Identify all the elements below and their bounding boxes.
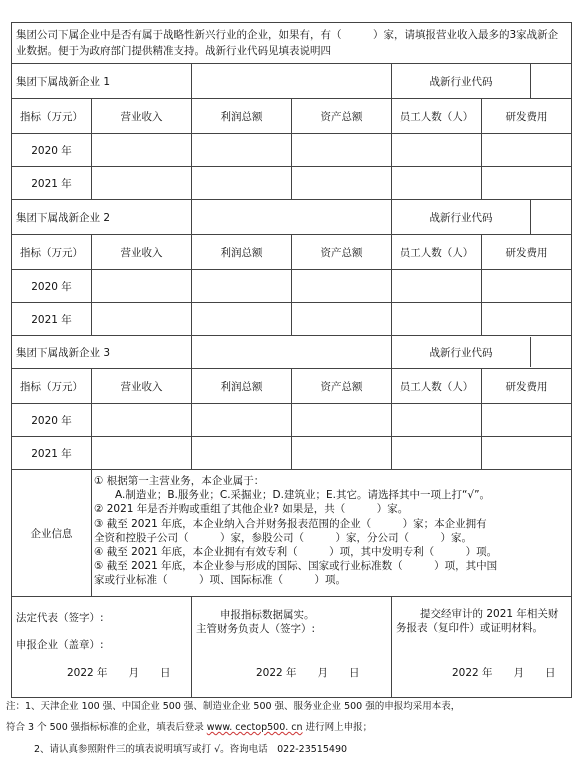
company-1-label: 集团下属战新企业 1 xyxy=(12,64,192,99)
header-profit: 利润总额 xyxy=(192,99,292,134)
enterprise-info-questions[interactable] xyxy=(92,470,572,597)
header-revenue: 营业收入 xyxy=(92,235,192,270)
input-cell[interactable] xyxy=(192,167,292,200)
header-employees: 员工人数（人） xyxy=(392,369,482,404)
note-2-text: 符合 3 个 500 强指标标准的企业，填表后登录 xyxy=(6,722,207,733)
header-profit: 利润总额 xyxy=(192,235,292,270)
input-cell[interactable] xyxy=(92,134,192,167)
year-2020-label: 2020 年 xyxy=(12,134,92,167)
year-2020-label: 2020 年 xyxy=(12,404,92,437)
info-line: ③ 截至 2021 年底，本企业纳入合并财务报表范围的企业（ ）家；本企业拥有 xyxy=(94,517,487,530)
input-cell[interactable] xyxy=(392,134,482,167)
note-2-tail: 进行网上申报； xyxy=(302,722,373,733)
input-cell[interactable] xyxy=(482,404,572,437)
info-line: ① 根据第一主营业务，本企业属于： xyxy=(94,475,265,487)
info-line: ④ 截至 2021 年底，本企业拥有有效专利（ ）项，其中发明专利（ ）项。 xyxy=(94,546,498,559)
header-rnd: 研发费用 xyxy=(482,369,572,404)
date-2: 2022 年 月 日 xyxy=(256,667,360,679)
company-2-name-field[interactable] xyxy=(192,200,392,235)
header-rnd: 研发费用 xyxy=(482,235,572,270)
info-line: 全资和控股子公司（ ）家，参股公司（ ）家，分公司（ ）家。 xyxy=(94,531,472,544)
company-1-code-label: 战新行业代码 xyxy=(392,64,531,98)
input-cell[interactable] xyxy=(292,167,392,200)
input-cell[interactable] xyxy=(392,437,482,470)
company-seal-label: 申报企业（盖章）: xyxy=(16,639,104,651)
input-cell[interactable] xyxy=(482,134,572,167)
input-cell[interactable] xyxy=(482,167,572,200)
input-cell[interactable] xyxy=(482,303,572,336)
input-cell[interactable] xyxy=(392,167,482,200)
company-3-label: 集团下属战新企业 3 xyxy=(12,336,192,369)
company-2-label: 集团下属战新企业 2 xyxy=(12,200,192,235)
finance-signature-box[interactable] xyxy=(192,597,392,698)
note-1: 注：1、天津企业 100 强、中国企业 500 强、制造业企业 500 强、服务业企业 500 强的申报均采用本表， xyxy=(6,701,461,712)
input-cell[interactable] xyxy=(292,134,392,167)
company-2-code-field[interactable] xyxy=(531,200,571,234)
input-cell[interactable] xyxy=(192,437,292,470)
year-2021-label: 2021 年 xyxy=(12,167,92,200)
header-indicator: 指标（万元） xyxy=(12,369,92,404)
input-cell[interactable] xyxy=(192,134,292,167)
header-indicator: 指标（万元） xyxy=(12,99,92,134)
header-indicator: 指标（万元） xyxy=(12,235,92,270)
company-2-code-label: 战新行业代码 xyxy=(392,200,531,234)
company-3-code-field[interactable] xyxy=(531,337,571,367)
input-cell[interactable] xyxy=(92,270,192,303)
input-cell[interactable] xyxy=(192,404,292,437)
info-line: A.制造业；B.服务业；C.采掘业；D.建筑业；E.其它。请选择其中一项上打“√”。 xyxy=(94,489,491,502)
audit-text: 提交经审计的 2021 年相关财务报表（复印件）或证明材料。 xyxy=(396,608,559,634)
input-cell[interactable] xyxy=(192,270,292,303)
info-line: ⑤ 截至 2021 年底，本企业参与形成的国际、国家或行业标准数（ ）项，其中国 xyxy=(94,560,498,573)
input-cell[interactable] xyxy=(392,303,482,336)
audit-materials-box[interactable] xyxy=(392,597,572,698)
intro-text: 集团公司下属企业中是否有属于战略性新兴行业的企业，如果有，有（ ）家，请填报营业收入最多的3家战新企业数据。便于为政府部门提供精准支持。战新行业代码见填表说明四 xyxy=(12,23,572,64)
note-3: 2、请认真参照附件三的填表说明填写或打 √。咨询电话 022-23515490 xyxy=(34,744,348,755)
header-employees: 员工人数（人） xyxy=(392,235,482,270)
legal-rep-label: 法定代表（签字）: xyxy=(16,612,104,624)
input-cell[interactable] xyxy=(392,270,482,303)
date-3: 2022 年 月 日 xyxy=(452,667,556,679)
input-cell[interactable] xyxy=(292,303,392,336)
input-cell[interactable] xyxy=(92,437,192,470)
header-employees: 员工人数（人） xyxy=(392,99,482,134)
year-2021-label: 2021 年 xyxy=(12,437,92,470)
website-link[interactable]: www. cectop500. cn xyxy=(206,722,303,733)
company-3-name-field[interactable] xyxy=(192,336,392,369)
input-cell[interactable] xyxy=(292,437,392,470)
input-cell[interactable] xyxy=(392,404,482,437)
year-2021-label: 2021 年 xyxy=(12,303,92,336)
input-cell[interactable] xyxy=(92,167,192,200)
header-revenue: 营业收入 xyxy=(92,369,192,404)
data-true-label: 申报指标数据属实。 xyxy=(220,609,315,621)
header-revenue: 营业收入 xyxy=(92,99,192,134)
header-profit: 利润总额 xyxy=(192,369,292,404)
input-cell[interactable] xyxy=(292,270,392,303)
footnotes xyxy=(6,700,576,757)
input-cell[interactable] xyxy=(482,437,572,470)
header-rnd: 研发费用 xyxy=(482,99,572,134)
date-1: 2022 年 月 日 xyxy=(67,667,171,679)
info-line: ② 2021 年是否并购或重组了其他企业? 如果是，共（ ）家。 xyxy=(94,503,409,516)
company-3-code-label: 战新行业代码 xyxy=(392,337,531,367)
input-cell[interactable] xyxy=(482,270,572,303)
header-assets: 资产总额 xyxy=(292,235,392,270)
info-line: 家或行业标准（ ）项、国际标准（ ）项。 xyxy=(94,574,346,587)
company-1-name-field[interactable] xyxy=(192,64,392,99)
header-assets: 资产总额 xyxy=(292,369,392,404)
company-1-code-field[interactable] xyxy=(531,64,571,98)
year-2020-label: 2020 年 xyxy=(12,270,92,303)
input-cell[interactable] xyxy=(292,404,392,437)
header-assets: 资产总额 xyxy=(292,99,392,134)
input-cell[interactable] xyxy=(92,404,192,437)
input-cell[interactable] xyxy=(92,303,192,336)
declaration-form xyxy=(11,22,572,698)
input-cell[interactable] xyxy=(192,303,292,336)
legal-signature-box[interactable] xyxy=(12,597,192,698)
finance-head-label: 主管财务负责人（签字）: xyxy=(196,623,316,635)
enterprise-info-label: 企业信息 xyxy=(12,470,92,597)
